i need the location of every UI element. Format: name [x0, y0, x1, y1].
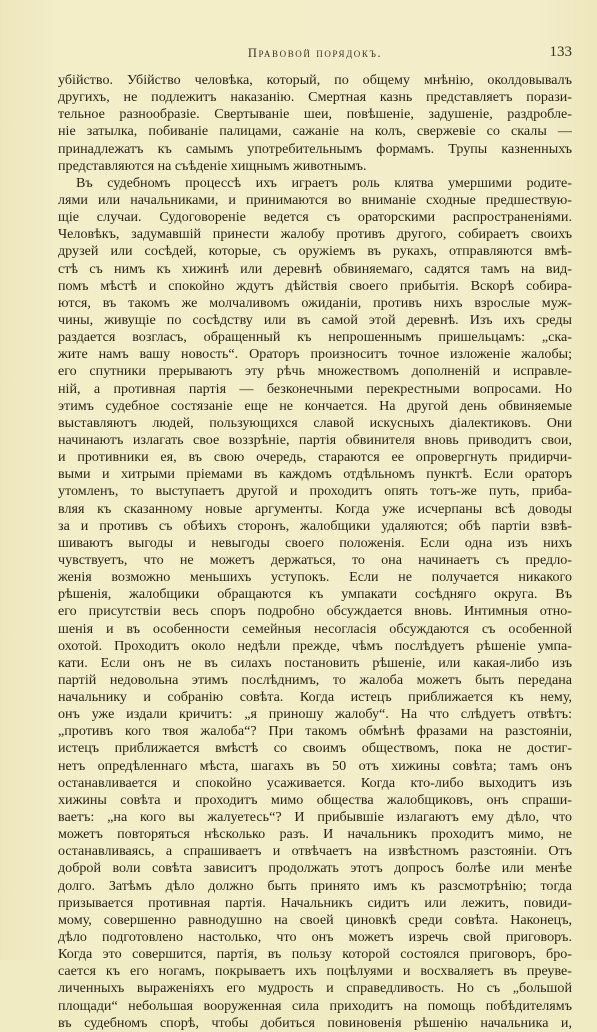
text-line: и противники ея, въ свою очередь, стараются ее опровергнуть придирчи- [58, 449, 572, 466]
page-number: 133 [549, 44, 572, 60]
text-line: жите намъ вашу новость“. Ораторъ произноситъ точное изложеніе жалобы; [58, 346, 572, 363]
text-line: ются, въ такомъ же молчаливомъ ожиданіи, противъ нихъ взрослые муж- [58, 294, 572, 311]
text-line: выми и хитрыми пріемами въ каждомъ отдѣльномъ пунктѣ. Если ораторъ [58, 466, 572, 483]
text-line: помъ мѣстѣ и спокойно ждутъ дѣйствія своего прибытія. Вскорѣ собира- [58, 277, 572, 294]
text-line: призывается противная партія. Начальникъ сидитъ или лежитъ, повиди- [58, 894, 572, 911]
text-line: его спутники прерываютъ эту рѣчь множествомъ дополненій и исправле- [58, 363, 572, 380]
text-line: чувствуетъ, что не можетъ держаться, то она начинаетъ съ предло- [58, 551, 572, 568]
running-title: Правовой порядокъ. [247, 46, 383, 60]
text-line: рѣшенія, жалобщики обращаются къ умпакати сосѣдняго округа. Въ [58, 586, 572, 603]
text-line: ваетъ: „на кого вы жалуетесь“? И прибывшіе излагаютъ ему дѣло, что [58, 809, 572, 826]
text-line: въ судебномъ спорѣ, чтобы добиться повиновенія рѣшенію начальника и, [58, 1014, 572, 1031]
text-line: лями или начальниками, и принимаются во вниманіе сходные предшествую- [58, 191, 572, 208]
text-line: другихъ, не подлежитъ наказанію. Смертная казнь представляетъ порази- [58, 89, 572, 106]
text-line: долго. Затѣмъ дѣло должно быть принято имъ къ разсмотрѣнію; тогда [58, 877, 572, 894]
text-line: шиваютъ выгоды и невыгоды своего положенія. Если одна изъ нихъ [58, 534, 572, 551]
text-line: ній, а противная партія — безконечными перекрестными вопросами. Но [58, 380, 572, 397]
page-header [58, 46, 572, 68]
text-line: представляются на съѣденіе хищнымъ животнымъ. [58, 157, 367, 174]
text-line: стѣ съ нимъ къ хижинѣ или деревнѣ обвиняемаго, садятся тамъ на вид- [58, 260, 572, 277]
text-line: друзей или сосѣдей, которые, съ оружіемъ въ рукахъ, отправляются вмѣ- [58, 243, 572, 260]
text-line: начинаютъ излагать свое воззрѣніе, партія обвинителя вновь приводитъ свои, [58, 431, 572, 448]
text-line: мому, совершенно равнодушно на своей циновкѣ среди совѣта. Наконецъ, [58, 911, 572, 928]
text-line: онъ уже издали кричитъ: „я приношу жалобу“. На что слѣдуетъ отвѣтъ: [58, 706, 572, 723]
text-line: хижины совѣта и проходитъ мимо общества жалобщиковъ, онъ спраши- [58, 791, 572, 808]
text-line: дѣло подготовлено настолько, что онъ можетъ изречь свой приговоръ. [58, 929, 572, 946]
text-line: нетъ опредѣленнаго мѣста, шагахъ въ 50 отъ хижины совѣта; тамъ онъ [58, 757, 572, 774]
text-line: шенія и въ особенности семейныя несогласія обсуждаются съ особенной [58, 620, 572, 637]
text-line: личенныхъ выраженіяхъ его мудрость и справедливость. Но съ „большой [58, 980, 572, 997]
text-line: этимъ судебное состязаніе еще не кончается. На другой день обвиняемые [58, 397, 572, 414]
text-line: истецъ приближается вмѣстѣ со своимъ обществомъ, пока не достиг- [58, 740, 572, 757]
text-line: убійство. Убійство человѣка, который, по общему мнѣнію, околдовывалъ [58, 72, 572, 88]
text-line: за и противъ съ обѣихъ сторонъ, жалобщики удаляются; обѣ партіи взвѣ- [58, 517, 572, 534]
text-line: останавливаясь, а спрашиваетъ и отвѣчаетъ на извѣстномъ разстояніи. Отъ [58, 843, 572, 860]
text-line: сается къ его ногамъ, покрываетъ ихъ поцѣлуями и восхваляетъ въ преуве- [58, 963, 572, 980]
text-line: кати. Если онъ не въ силахъ постановить рѣшеніе, или какая-либо изъ [58, 654, 572, 671]
text-line: партій недовольна этимъ послѣднимъ, то жалоба можетъ быть передана [58, 671, 572, 688]
text-line: Человѣкъ, задумавшій принести жалобу противъ другого, собираетъ своихъ [58, 226, 572, 243]
text-line: раздается возгласъ, обращенный къ непрошеннымъ пришельцамъ: „ска- [58, 329, 572, 346]
text-line: Въ судебномъ процессѣ ихъ играетъ роль клятва умершими родите- [76, 174, 572, 191]
text-line: тельное разнообразіе. Свертываніе шеи, повѣшеніе, задушеніе, раздробле- [58, 106, 572, 123]
text-line: чины, живущіе по сосѣдству или въ самой этой деревнѣ. Изъ ихъ среды [58, 311, 572, 328]
text-line: вляя къ сказанному новые аргументы. Когда уже исчерпаны всѣ доводы [58, 500, 572, 517]
text-line: охотой. Проходитъ около недѣли прежде, чѣмъ послѣдуетъ рѣшеніе умпа- [58, 637, 572, 654]
text-line: женія возможно меньшихъ уступокъ. Если не получается никакого [58, 569, 572, 586]
text-line: останавливается и спокойно усаживается. Когда кто-либо выходитъ изъ [58, 774, 572, 791]
text-line: начальнику и собранію совѣта. Когда истецъ приближается къ нему, [58, 689, 572, 706]
text-line: щіе случаи. Судоговореніе ведется съ ораторскими распространеніями. [58, 209, 572, 226]
text-line: утомленъ, то выступаетъ другой и проходитъ опять тотъ-же путь, приба- [58, 483, 572, 500]
text-line: принадлежатъ къ самымъ употребительнымъ формамъ. Трупы казненныхъ [58, 140, 572, 157]
text-line: можетъ повторяться нѣсколько разъ. И начальникъ проходитъ мимо, не [58, 826, 572, 843]
text-line: площади“ небольшая вооруженная сила приходитъ на помощь побѣдителямъ [58, 997, 572, 1014]
text-line: Когда это совершится, партія, въ пользу которой состоялся приговоръ, бро- [58, 946, 572, 963]
text-line: выставляютъ людей, пользующихся славой искусныхъ діалектиковъ. Они [58, 414, 572, 431]
text-line: ніе затылка, побиваніе палицами, сажаніе на колъ, свержевіе со скалы — [58, 123, 572, 140]
text-line: доброй воли совѣта зависитъ продолжать этотъ допросъ болѣе или менѣе [58, 860, 572, 877]
body-text [58, 72, 572, 1032]
text-line: „противъ кого твоя жалоба“? При такомъ обмѣнѣ фразами на разстояніи, [58, 723, 572, 740]
text-line: его присутствіи весь споръ подробно обсуждается вновь. Интимныя отно- [58, 603, 572, 620]
paragraph [58, 175, 572, 1032]
paragraph [58, 72, 572, 175]
